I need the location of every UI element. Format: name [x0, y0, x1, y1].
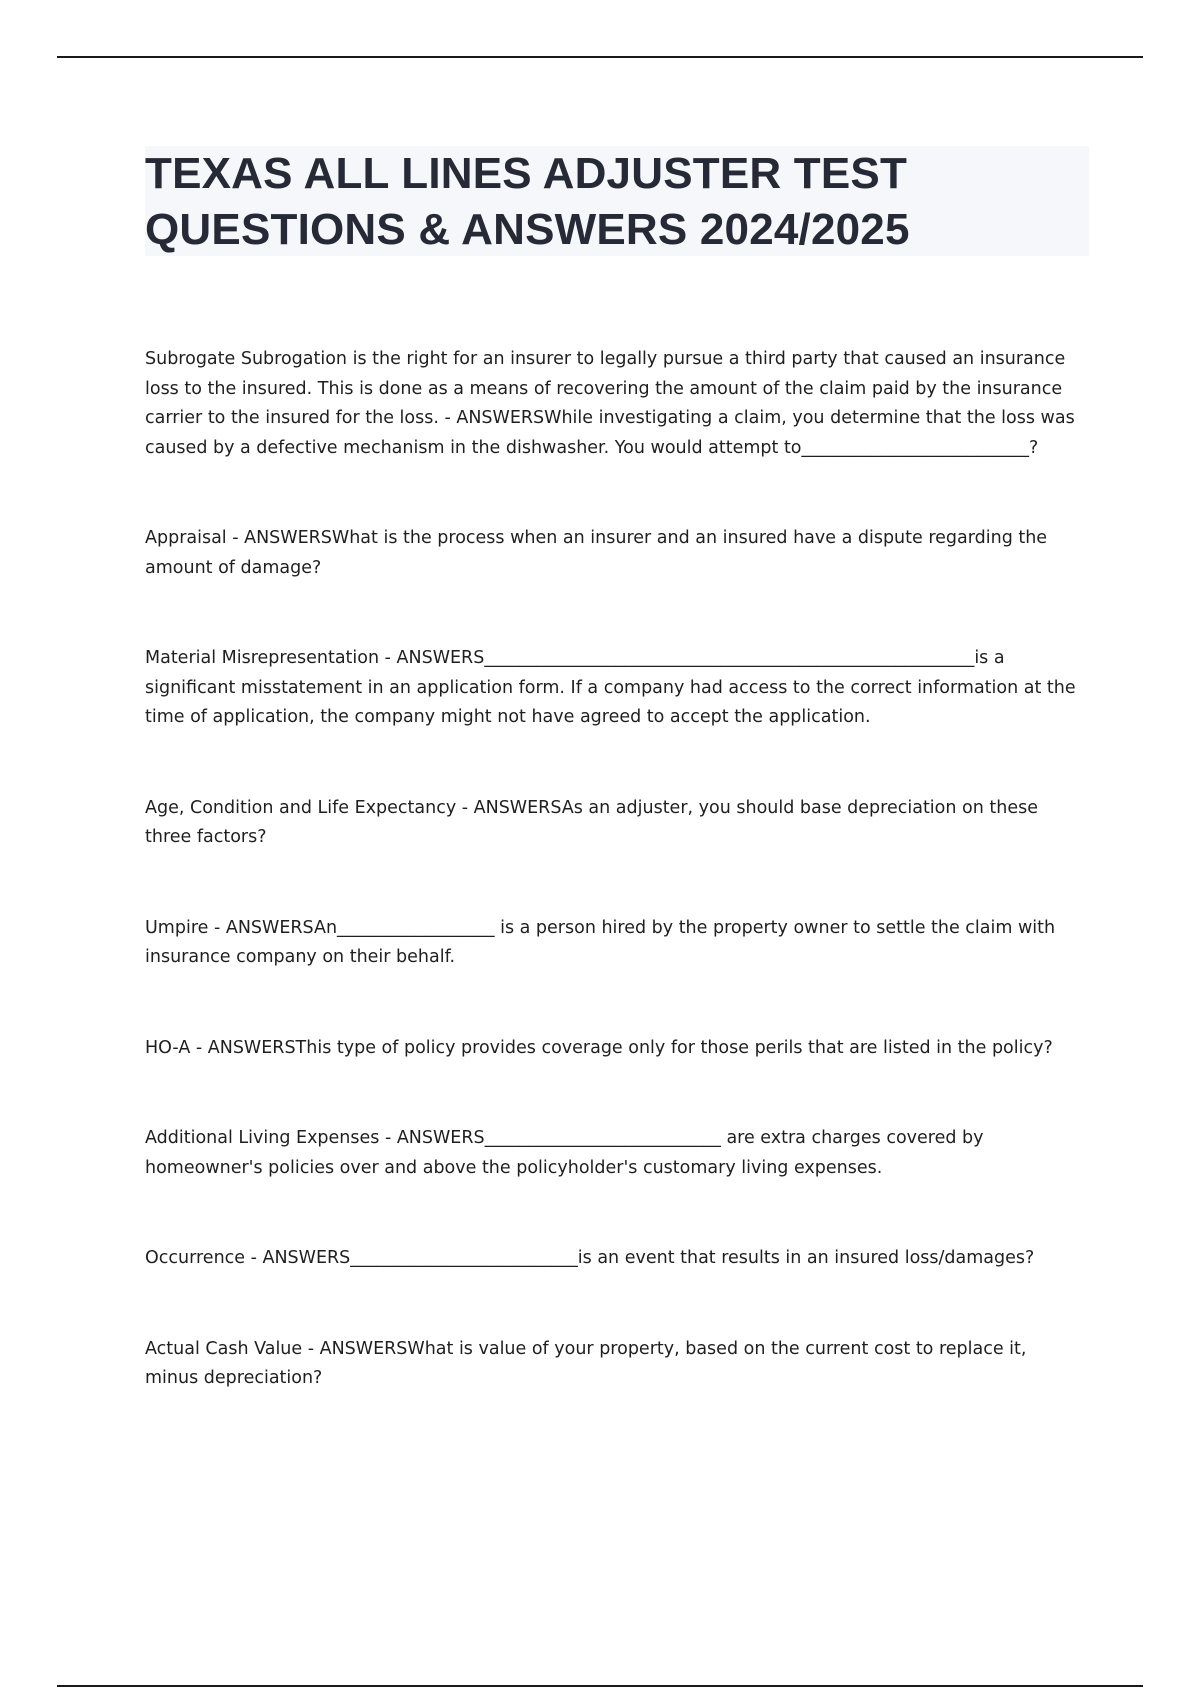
bottom-rule [57, 1685, 1143, 1687]
page-title-line-2: QUESTIONS & ANSWERS 2024/2025 [145, 205, 910, 254]
qa-list [145, 345, 1085, 1394]
qa-item-additional-living-expenses: Additional Living Expenses - ANSWERS___________________________ are extra charges covered by homeowner's policies over and above the policyholder's customary living expenses. [145, 1128, 984, 1178]
qa-item-appraisal: Appraisal - ANSWERSWhat is the process when an insurer and an insured have a dispute regarding the amount of damage? [145, 528, 1048, 578]
page-title [145, 146, 1089, 258]
title-block [145, 146, 1089, 256]
page-title-line-1: TEXAS ALL LINES ADJUSTER TEST [145, 149, 908, 198]
top-rule [57, 56, 1143, 58]
qa-item-actual-cash-value: Actual Cash Value - ANSWERSWhat is value of your property, based on the current cost to replace it, minus depreciation? [145, 1338, 1027, 1388]
qa-item-occurrence: Occurrence - ANSWERS__________________________is an event that results in an insured loss/damages? [145, 1248, 1035, 1268]
qa-item-material-misrepresentation: Material Misrepresentation - ANSWERS________________________________________________________is a significant misstatement in an application form. If a company had access to the correct information at the time of application, the company might not have agreed to accept the application. [145, 648, 1076, 727]
qa-item-umpire: Umpire - ANSWERSAn__________________ is a person hired by the property owner to settle the claim with insurance company on their behalf. [145, 917, 1056, 967]
qa-item-subrogation: Subrogate Subrogation is the right for an insurer to legally pursue a third party that caused an insurance loss to the insured. This is done as a means of recovering the amount of the claim paid by the insurance carrier to the insured for the loss. - ANSWERSWhile investigating a claim, you determine that the loss was caused by a defective mechanism in the dishwasher. You would attempt to__________________________? [145, 349, 1075, 458]
qa-item-depreciation-factors: Age, Condition and Life Expectancy - ANSWERSAs an adjuster, you should base depreciation on these three factors? [145, 797, 1038, 847]
qa-item-ho-a: HO-A - ANSWERSThis type of policy provides coverage only for those perils that are listed in the policy? [145, 1037, 1053, 1058]
